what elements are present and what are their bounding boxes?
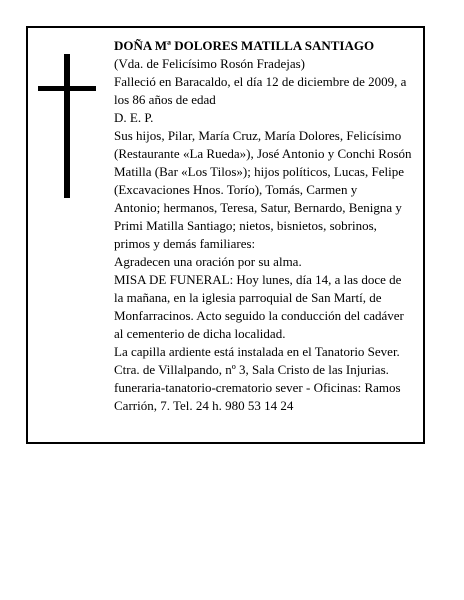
funeral-home-line: funeraria-tanatorio-crematorio sever - Oficinas: Ramos: [114, 380, 401, 395]
rest-in-peace: D. E. P.: [114, 110, 154, 125]
funeral-home-line: Carrión, 7. Tel. 24 h. 980 53 14 24: [114, 398, 294, 413]
funeral-line: MISA DE FUNERAL: Hoy lunes, día 14, a las doce de: [114, 272, 402, 287]
chapel-line: La capilla ardiente está instalada en el Tanatorio Sever.: [114, 344, 400, 359]
death-line: Falleció en Baracaldo, el día 12 de diciembre de 2009, a: [114, 74, 407, 89]
family-line: (Restaurante «La Rueda»), José Antonio y Conchi Rosón: [114, 146, 412, 161]
funeral-line: Monfarracinos. Acto seguido la conducción del cadáver: [114, 308, 404, 323]
family-line: Sus hijos, Pilar, María Cruz, María Dolores, Felicísimo: [114, 128, 402, 143]
cross-vertical-bar: [64, 54, 70, 198]
widow-line: (Vda. de Felicísimo Rosón Fradejas): [114, 56, 305, 71]
chapel-details: [114, 343, 426, 378]
prayer-request: Agradecen una oración por su alma.: [114, 254, 302, 269]
death-details: [114, 73, 426, 108]
family-line: (Excavaciones Hnos. Torío), Tomás, Carmen y: [114, 182, 358, 197]
family-line: Matilla (Bar «Los Tilos»); hijos políticos, Lucas, Felipe: [114, 164, 404, 179]
family-line: Primi Matilla Santiago; nietos, bisnietos, sobrinos,: [114, 218, 377, 233]
family-line: Antonio; hermanos, Teresa, Satur, Bernardo, Benigna y: [114, 200, 402, 215]
death-line: los 86 años de edad: [114, 92, 216, 107]
family-list: [114, 127, 426, 252]
family-line: primos y demás familiares:: [114, 236, 256, 251]
deceased-name: DOÑA Mª DOLORES MATILLA SANTIAGO: [114, 38, 375, 53]
cross-icon: [38, 54, 96, 198]
funeral-line: al cementerio de dicha localidad.: [114, 326, 286, 341]
cross-horizontal-bar: [38, 86, 96, 91]
funeral-mass-details: [114, 271, 426, 342]
funeral-home-details: [114, 379, 426, 414]
chapel-line: Ctra. de Villalpando, nº 3, Sala Cristo de las Injurias.: [114, 362, 389, 377]
notice-text: [114, 37, 426, 415]
funeral-line: la mañana, en la iglesia parroquial de San Martí, de: [114, 290, 382, 305]
